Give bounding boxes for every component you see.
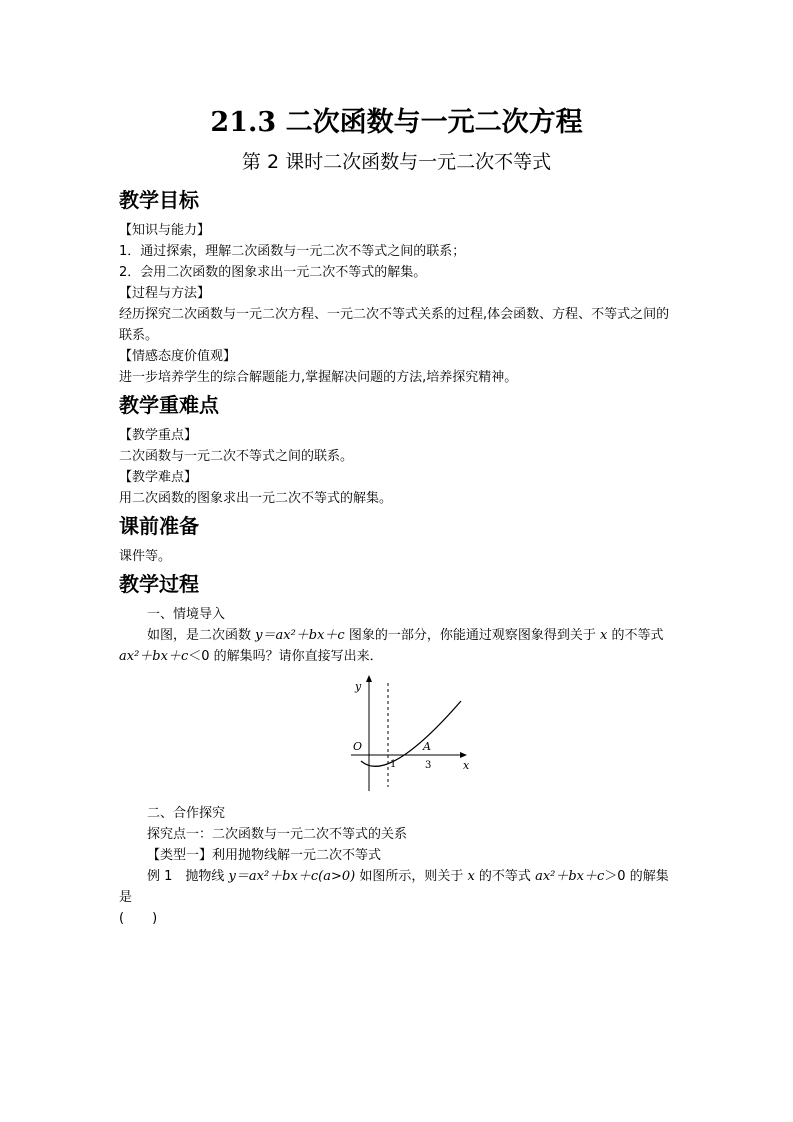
emotion-text: 进一步培养学生的综合解题能力,掌握解决问题的方法,培养探究精神。 [119, 370, 518, 385]
paren-open: ( [119, 911, 125, 926]
explore-point-1: 探究点一：二次函数与一元二次不等式的关系 [147, 827, 408, 842]
knowledge-label: 【知识与能力】 [119, 223, 211, 238]
focus-text: 二次函数与一元二次不等式之间的联系。 [119, 449, 354, 464]
example-text-c: 的不等式 [474, 869, 536, 884]
process-text: 经历探究二次函数与一元二次方程、一元二次不等式关系的过程,体会函数、方程、不等式之间的联系。 [119, 307, 670, 343]
type-1-label: 【类型一】利用抛物线解一元二次不等式 [147, 848, 382, 863]
intro-text-a: 如图，是二次函数 [147, 628, 256, 643]
intro-label: 一、情境导入 [147, 607, 226, 622]
section-heading-process: 教学过程 [119, 572, 199, 596]
intro-paragraph [119, 625, 679, 667]
cooperation-label: 二、合作探究 [147, 806, 226, 821]
label-point-a: A [423, 740, 431, 753]
emotion-label: 【情感态度价值观】 [119, 349, 237, 364]
parabola-curve [361, 701, 461, 766]
prep-text: 课件等。 [119, 549, 172, 564]
example-text-b: 如图所示，则关于 [355, 869, 468, 884]
parabola-figure [119, 675, 679, 793]
answer-blank [119, 908, 679, 929]
difficulty-label: 【教学难点】 [119, 470, 198, 485]
intro-variable-x: x [599, 628, 608, 643]
knowledge-item-2: 2．会用二次函数的图象求出一元二次不等式的解集。 [119, 265, 427, 280]
y-axis-arrow [366, 675, 372, 682]
section-heading-goals: 教学目标 [119, 188, 199, 212]
intro-text-d: ＜0 的解集吗？请你直接写出来． [188, 649, 383, 664]
parabola-graph [345, 675, 475, 793]
label-one: 1 [390, 759, 397, 770]
example-text-a: 例 1 抛物线 [147, 869, 229, 884]
page-subtitle: 第 2 课时二次函数与一元二次不等式 [241, 151, 552, 173]
page-title: 21.3 二次函数与一元二次方程 [210, 107, 583, 138]
section-heading-key-points: 教学重难点 [119, 393, 219, 417]
paren-close: ) [152, 911, 158, 926]
difficulty-text: 用二次函数的图象求出一元二次不等式的解集。 [119, 491, 393, 506]
label-y: y [355, 680, 362, 693]
intro-function: y＝ax²＋bx＋c [255, 628, 345, 643]
label-x: x [463, 759, 470, 772]
example-inequality: ax²＋bx＋c [535, 869, 605, 884]
label-three: 3 [425, 760, 432, 771]
intro-inequality: ax²＋bx＋c [119, 649, 189, 664]
intro-text-c: 的不等式 [607, 628, 664, 643]
knowledge-item-1: 1．通过探索，理解二次函数与一元二次不等式之间的联系； [119, 244, 466, 259]
focus-label: 【教学重点】 [119, 428, 198, 443]
example-function: y＝ax²＋bx＋c(a>0) [228, 869, 356, 884]
intro-text-b: 图象的一部分，你能通过观察图象得到关于 [344, 628, 600, 643]
process-label: 【过程与方法】 [119, 286, 211, 301]
example-text-d: ＞0 的解集是 [119, 869, 669, 905]
example-1 [119, 866, 679, 908]
document-body [119, 183, 679, 929]
label-origin: O [353, 740, 363, 753]
x-axis-arrow [460, 752, 467, 758]
section-heading-prep: 课前准备 [119, 514, 199, 538]
example-variable-x: x [467, 869, 475, 884]
